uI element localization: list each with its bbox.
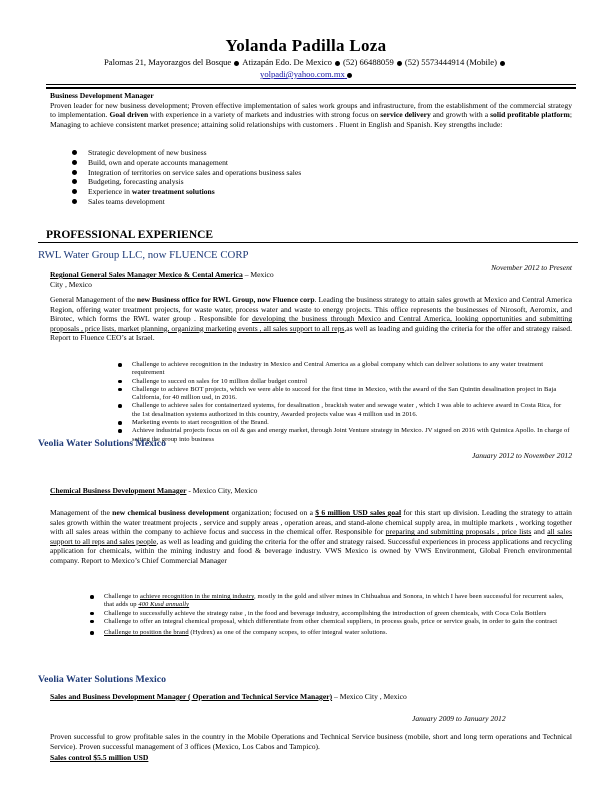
bullet-icon [397, 61, 402, 66]
bullet-icon [335, 61, 340, 66]
bullet-icon [118, 388, 122, 392]
bullet-icon [118, 380, 122, 384]
header-rule [46, 84, 576, 85]
list-item: Challenge to achieve BOT projects, which we were able to succed for the first time in Mexico, with the award of the San Quintin desalination project in Baja California, for 40 million usd, in 2016. [132, 386, 570, 403]
list-item: Challenge to achieve sales for containerized systems, for desalination , brackish water and sewage water , which I was able to achieve award in Costa Rica, for the 1st desalination systems authorized in this country, Awarded projects value was 4 million usd in 2016. [132, 402, 570, 419]
bullet-icon [72, 160, 77, 165]
list-item: Experience in water treatment solutions [88, 187, 568, 197]
bullet-icon [90, 595, 94, 599]
bullet-icon [234, 61, 239, 66]
list-item: Achieve industrial projects focus on oil & gas and energy market, through Joint Venture strategy in Mexico. JV signed on 2016 with Quimica Apollo. In charge of setting the group into business [132, 427, 570, 444]
address: Palomas 21, Mayorazgos del Bosque [104, 57, 232, 67]
job1-role: Regional General Sales Manager Mexico & Cental America – Mexico [50, 270, 274, 279]
job1-dates: November 2012 to Present [491, 263, 572, 272]
job1-description: General Management of the new Business office for RWL Group, now Fluence corp. Leading the business strategy to attain sales growth at Mexico and Central America Region, offering water treatment projects, for waste water, process water and waste to energy projects. This office represents the businesses of Nirosoft, Aeromix, and Birotec, which forms the RWL water group . Responsible for developing the business through Mexico and Central America, looking opportunities and submitting proposals , price lists, market planning, organizing marketing events , all sales support to all reps,as well as leading and guiding the criteria for the offer and strategy raised. Report to Fluence CEO’s at Israel. [50, 295, 573, 343]
bullet-icon [72, 189, 77, 194]
job2-bullets [104, 593, 570, 637]
city: Atizapán Edo. De Mexico [242, 57, 332, 67]
strengths-list [88, 148, 568, 207]
bullet-icon [90, 612, 94, 616]
list-item: Challenge to successfully achieve the strategy raise , in the food and beverage industry, accomplishing the introduction of green chemicals, with Coca Cola Bottlers [104, 610, 570, 618]
list-item: Build, own and operate accounts management [88, 158, 568, 168]
job2-dates: January 2012 to November 2012 [472, 451, 572, 460]
job3-description: Proven successful to grow profitable sales in the country in the Mobile Operations and Technical Service business (mobile, short and long term operations and Technical Service). Proven successful management of 3 offices (Mexico, Los Cabos and Tampico). [50, 732, 572, 751]
bullet-icon [347, 73, 352, 78]
bullet-icon [118, 363, 122, 367]
phone-home: (52) 66488059 [342, 57, 394, 67]
job3-role: Sales and Business Development Manager ( Operation and Technical Service Manager) – Mexico City , Mexico [50, 692, 407, 701]
bullet-icon [72, 179, 77, 184]
section-title: PROFESSIONAL EXPERIENCE [46, 229, 214, 241]
contact-line [0, 57, 612, 67]
list-item: Challenge to achieve recognition in the industry in Mexico and Central America as a global company which can deliver solutions to any water treatment requirement [132, 361, 570, 378]
job2-role: Chemical Business Development Manager - Mexico City, Mexico [50, 486, 258, 495]
header-rule-thick [46, 87, 576, 89]
job1-company: RWL Water Group LLC, now FLUENCE CORP [38, 249, 249, 261]
list-item: Strategic development of new business [88, 148, 568, 158]
email-link[interactable] [0, 69, 612, 79]
candidate-name: Yolanda Padilla Loza [225, 36, 387, 55]
bullet-icon [72, 170, 77, 175]
phone-mobile: (52) 5573444914 (Mobile) [404, 57, 497, 67]
summary-block [50, 91, 572, 129]
list-item: Challenge to position the brand (Hydrex) as one of the company scopes, to offer integral water solutions. [104, 629, 570, 637]
summary-title: Business Development Manager [50, 91, 154, 100]
job2-company: Veolia Water Solutions Mexico [38, 438, 166, 449]
bullet-icon [118, 429, 122, 433]
list-item: Budgeting, forecasting analysis [88, 177, 568, 187]
list-item: Marketing events to start recognition of the Brand. [132, 419, 570, 427]
job1-bullets [132, 361, 570, 444]
list-item: Sales teams development [88, 197, 568, 207]
bullet-icon [90, 620, 94, 624]
job1-city: City , Mexico [50, 280, 92, 289]
section-rule [38, 242, 578, 243]
bullet-icon [118, 404, 122, 408]
bullet-icon [500, 61, 505, 66]
job3-company: Veolia Water Solutions Mexico [38, 674, 166, 685]
list-item: Integration of territories on service sales and operations business sales [88, 168, 568, 178]
bullet-icon [118, 421, 122, 425]
bullet-icon [90, 631, 94, 635]
list-item: Challenge to achieve recognition in the mining industry, mostly in the gold and silver mines in Chihuahua and Sonora, in which I have been successful for recurrent sales, that adds up 400 Kusd annually [104, 593, 570, 610]
job3-dates: January 2009 to January 2012 [412, 714, 506, 723]
summary-paragraph: Proven leader for new business development; Proven effective implementation of sales work groups and infrastructure, from the establishment of the commercial strategy to implementation. Goal driven with experience in a variety of markets and industries with strong focus on service delivery and growth with a solid profitable platform; Managing to achieve consistent market presence; attaining solid relationships with customers . Fluent in English and Spanish. Key strengths include: [50, 100, 573, 129]
bullet-icon [72, 199, 77, 204]
list-item: Challenge to succed on sales for 10 million dollar budget control [132, 378, 570, 386]
bullet-icon [72, 150, 77, 155]
email-text[interactable]: yolpadi@yahoo.com.mx [260, 69, 345, 79]
list-item: Challenge to offer an integral chemical proposal, which differentiate from other chemical suppliers, in process goals, price or service goals, in order to gain the contract [104, 618, 570, 626]
job3-sales-control: Sales control $5.5 million USD [50, 753, 149, 762]
job2-description: Management of the new chemical business development organization; focused on a $ 6 million USD sales goal for this start up division. Leading the strategy to attain sales growth within the water treatment projects , service and supply areas , operation areas, and stand-alone chemical supply area, in multiple markets , working together with all sales areas within the company to achieve focus and success in the chemical offer. Responsible for preparing and submitting proposals , price lists and all sales support to all reps and sales people, as well as leading and guiding the criteria for the offer and strategy raised. Successful experiences in process applications and recycling application for chemicals, within the mining industry and food & beverage industry. VWS Mexico is owned by VWS Environment, Global French environmental company. Report to Mexico’s Chief Commercial Manager [50, 508, 572, 565]
